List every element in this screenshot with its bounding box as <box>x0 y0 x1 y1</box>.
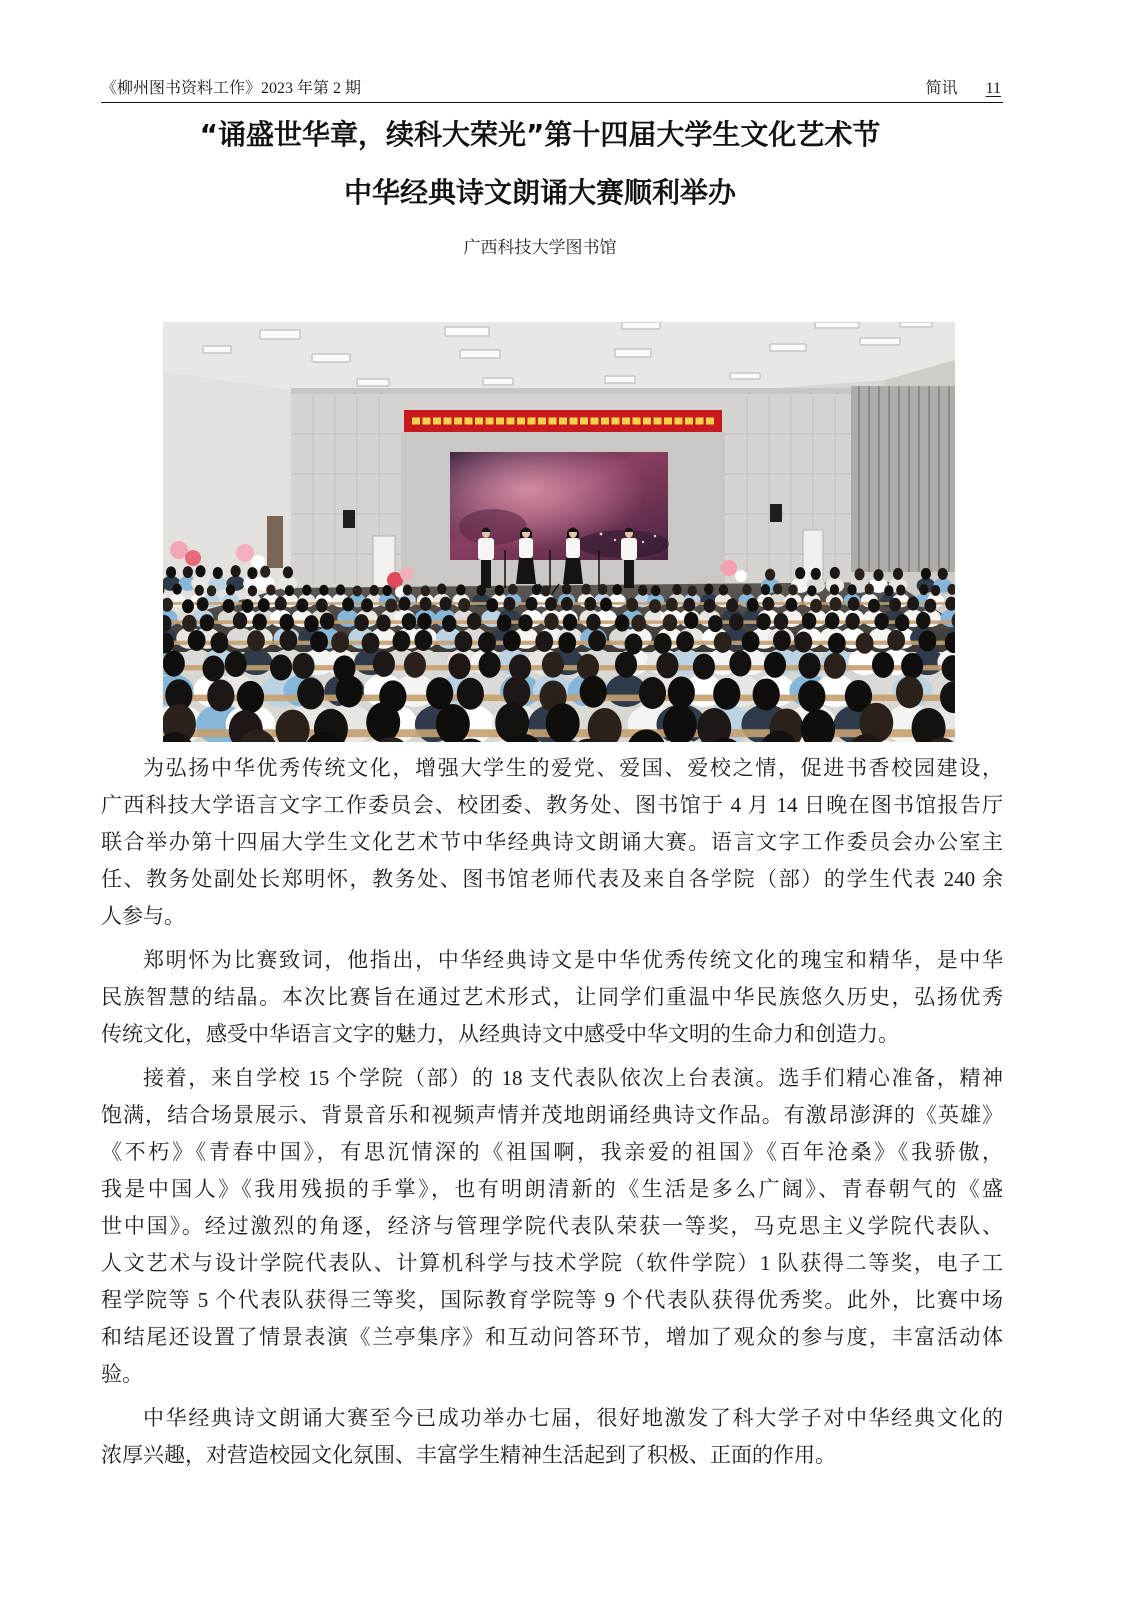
audience-head <box>847 584 856 595</box>
paragraph-line: 民族智慧的结晶。本次比赛旨在通过艺术形式，让同学们重温中华民族悠久历史，弘扬优秀 <box>101 985 1003 1009</box>
audience-head <box>369 585 378 596</box>
audience-head <box>266 584 275 595</box>
audience-head <box>166 566 176 578</box>
audience-head <box>708 615 722 632</box>
audience-head <box>830 597 842 611</box>
audience-head <box>226 584 235 595</box>
audience-head <box>713 678 740 710</box>
audience-head <box>503 630 521 651</box>
audience-head <box>541 586 550 597</box>
audience-head <box>582 584 591 595</box>
audience-head <box>668 676 695 708</box>
audience-head <box>382 585 391 596</box>
audience-head <box>399 597 411 611</box>
audience-head <box>497 615 511 632</box>
audience-head <box>656 652 678 678</box>
audience-head <box>684 612 698 629</box>
audience-head <box>588 630 606 651</box>
audience-head <box>207 585 216 596</box>
audience-head <box>639 677 666 709</box>
audience-head <box>845 613 859 630</box>
audience-head <box>392 631 410 652</box>
audience-head <box>884 585 893 596</box>
audience-head <box>918 631 936 652</box>
audience-head <box>672 584 681 595</box>
audience-head <box>726 598 738 612</box>
audience-head <box>824 653 846 679</box>
audience-head <box>545 597 557 611</box>
audience-head <box>558 632 576 653</box>
audience-head <box>889 598 901 612</box>
audience-head <box>361 598 373 612</box>
audience-head <box>172 584 181 595</box>
paragraph-line: 广西科技大学语言文字工作委员会、校团委、教务处、图书馆于 4 月 14 日晚在图书馆报告厅 <box>101 793 1003 817</box>
paragraph-line: 为弘扬中华优秀传统文化，增强大学生的爱党、爱国、爱校之情，促进书香校园建设， <box>143 756 1003 780</box>
audience-head <box>631 615 645 632</box>
audience-head <box>200 614 214 631</box>
audience-head <box>404 652 426 678</box>
audience-head <box>241 599 253 613</box>
audience-head <box>296 598 308 612</box>
audience-head <box>830 584 839 595</box>
audience-head <box>467 613 481 630</box>
audience-head <box>458 598 470 612</box>
audience-head <box>477 585 486 596</box>
audience-head <box>207 680 234 712</box>
paragraph-line: 程学院等 5 个代表队获得三等奖，国际教育学院等 9 个代表队获得优秀奖。此外，比赛中场 <box>101 1288 1003 1312</box>
paragraph-line: 世中国》。经过激烈的角逐，经济与管理学院代表队荣获一等奖，马克思主义学院代表队、 <box>101 1214 1003 1238</box>
audience-head <box>457 678 484 710</box>
audience-head <box>210 632 228 653</box>
paragraph-line: 郑明怀为比赛致词，他指出，中华经典诗文是中华优秀传统文化的瑰宝和精华，是中华 <box>143 948 1003 972</box>
audience-head <box>811 568 821 580</box>
body-paragraph <box>101 1060 1003 1393</box>
audience-head <box>580 676 607 708</box>
audience-head <box>353 586 362 597</box>
article-author: 广西科技大学图书馆 <box>463 238 617 257</box>
audience-head <box>729 613 743 630</box>
side-door <box>267 516 283 568</box>
article-title <box>80 106 1000 222</box>
audience-head <box>704 599 716 613</box>
audience-head <box>213 567 223 579</box>
audience-head <box>283 566 293 578</box>
audience-head <box>807 585 816 596</box>
audience-head <box>931 585 940 596</box>
paragraph-line: 联合举办第十四届大学生文化艺术节中华经典诗文朗诵大赛。语言文字工作委员会办公室主 <box>101 830 1003 854</box>
audience-head <box>810 599 822 613</box>
audience-head <box>546 703 580 742</box>
audience-head <box>223 599 235 613</box>
audience-head <box>479 652 501 678</box>
audience-head <box>163 651 185 677</box>
audience-head <box>385 599 397 613</box>
audience-head <box>586 614 600 631</box>
audience-head <box>280 630 298 651</box>
audience-head <box>342 597 354 611</box>
audience-head <box>478 632 496 653</box>
audience-head <box>331 632 349 653</box>
audience-head <box>893 568 903 580</box>
audience-head <box>292 653 314 679</box>
audience-head <box>788 584 797 595</box>
audience-head <box>756 613 770 630</box>
audience-head <box>316 598 328 612</box>
audience-head <box>182 599 194 613</box>
audience-head <box>532 584 541 595</box>
page-number: 11 <box>985 80 1001 97</box>
paragraph-line: 人文艺术与设计学院代表队、计算机科学与技术学院（软件学院）1 队获得二等奖，电子工 <box>101 1251 1003 1275</box>
audience-head <box>762 597 774 611</box>
audience-head <box>924 599 936 613</box>
paragraph-line: 《不朽》《青春中国》，有思沉情深的《祖国啊，我亲爱的祖国》《百年沧桑》《我骄傲， <box>101 1140 1003 1164</box>
audience-head <box>503 676 530 708</box>
audience-head <box>319 585 328 596</box>
audience-head <box>615 652 637 678</box>
audience-head <box>896 585 905 596</box>
audience-head <box>188 630 206 651</box>
audience-head <box>508 584 517 595</box>
audience-head <box>518 614 532 631</box>
audience-head <box>252 614 266 631</box>
audience-head <box>233 612 247 629</box>
audience-head <box>626 598 638 612</box>
header-right <box>926 77 1001 101</box>
body-paragraph <box>101 750 1003 935</box>
audience-head <box>414 630 432 651</box>
audience-head <box>247 567 257 579</box>
audience-head <box>509 654 531 680</box>
audience-head <box>270 655 292 681</box>
audience-head <box>625 633 643 654</box>
window-curtains <box>851 386 955 572</box>
audience-head <box>919 584 928 595</box>
audience-head <box>638 585 647 596</box>
audience-head <box>202 655 224 681</box>
audience-head <box>773 584 782 595</box>
paragraph-line: 和结尾还设置了情景表演《兰亭集序》和互动问答环节，增加了观众的参与度，丰富活动体 <box>101 1325 1003 1349</box>
audience-head <box>704 584 713 595</box>
article-title-line-1: “诵盛世华章，续科大荣光”第十四届大学生文化艺术节 <box>199 118 881 151</box>
audience-head <box>297 678 324 710</box>
audience-head <box>714 632 732 653</box>
audience-head <box>612 584 621 595</box>
paragraph-line: 传统文化，感受中华语言文字的魅力，从经典诗文中感受中华文明的生命力和创造力。 <box>101 1022 899 1046</box>
section-label: 简讯 <box>925 80 958 97</box>
audience-head <box>362 633 380 654</box>
article-body <box>101 750 1003 1481</box>
audience-head <box>873 569 883 581</box>
audience-head <box>486 598 498 612</box>
journal-issue: 《柳州图书资料工作》2023 年第 2 期 <box>101 80 362 97</box>
audience-head <box>895 614 909 631</box>
audience-head <box>584 597 596 611</box>
audience-head <box>742 631 760 652</box>
audience-head <box>828 633 846 654</box>
event-photo <box>163 322 955 742</box>
audience-head <box>742 584 751 595</box>
audience-head <box>260 566 270 578</box>
event-photo-image <box>163 322 955 742</box>
audience-head <box>676 631 694 652</box>
audience-head <box>526 597 538 611</box>
audience-head <box>354 614 368 631</box>
audience-head <box>615 615 629 632</box>
audience-head <box>535 631 553 652</box>
audience-head <box>504 597 516 611</box>
audience-head <box>874 613 888 630</box>
audience-head <box>183 566 193 578</box>
audience-head <box>373 651 395 677</box>
audience-head <box>868 599 880 613</box>
audience-head <box>248 585 257 596</box>
audience-head <box>280 614 294 631</box>
paragraph-line: 任、教务处副处长郑明怀，教务处、图书馆老师代表及来自各学院（部）的学生代表 240 余 <box>101 867 1003 891</box>
audience-head <box>302 585 311 596</box>
audience-head <box>225 651 247 677</box>
audience-head <box>683 598 695 612</box>
paragraph-line: 浓厚兴趣，对营造校园文化氛围、丰富学生精神生活起到了积极、正面的作用。 <box>101 1443 836 1467</box>
audience-head <box>887 630 905 651</box>
audience-head <box>197 597 209 611</box>
audience-head <box>921 568 931 580</box>
body-paragraph <box>101 942 1003 1053</box>
audience-head <box>785 598 797 612</box>
audience-head <box>798 680 825 712</box>
paragraph-line: 饱满，结合场景展示、背景音乐和视频声情并茂地朗诵经典诗文作品。有激昂澎湃的《英雄》 <box>101 1103 1003 1127</box>
audience-head <box>310 631 328 652</box>
audience-head <box>719 584 728 595</box>
audience-head <box>561 597 573 611</box>
running-header <box>101 77 1003 103</box>
audience-head <box>237 681 264 713</box>
audience-head <box>448 653 470 679</box>
audience-head <box>182 615 196 632</box>
audience-head <box>802 613 816 630</box>
audience-head <box>761 584 770 595</box>
audience-head <box>336 675 363 707</box>
audience-head <box>495 585 504 596</box>
audience-head <box>854 568 864 580</box>
audience-head <box>938 568 948 580</box>
audience-head <box>417 613 431 630</box>
audience-head <box>830 567 840 579</box>
audience-head <box>774 613 788 630</box>
audience-head <box>825 612 839 629</box>
audience-head <box>420 597 432 611</box>
audience-head <box>916 612 930 629</box>
audience-head <box>258 598 270 612</box>
audience-head <box>693 654 715 680</box>
audience-head <box>907 597 919 611</box>
audience-head <box>437 584 446 595</box>
audience-head <box>600 597 612 611</box>
audience-head <box>231 565 241 577</box>
audience-head <box>275 597 287 611</box>
audience-head <box>456 584 465 595</box>
audience-head <box>798 653 820 679</box>
audience-head <box>542 652 564 678</box>
audience-head <box>747 598 759 612</box>
audience-head <box>562 583 571 594</box>
audience-head <box>901 653 923 679</box>
stage-banner <box>404 410 722 432</box>
audience-head <box>848 597 860 611</box>
audience-head <box>598 584 607 595</box>
audience-head <box>729 651 751 677</box>
audience-head <box>649 599 661 613</box>
audience-head <box>544 613 558 630</box>
audience-head <box>865 584 874 595</box>
audience-head <box>795 567 805 579</box>
audience-head <box>753 678 780 710</box>
audience-head <box>320 613 334 630</box>
audience-head <box>654 633 672 654</box>
body-paragraph <box>101 1400 1003 1474</box>
audience-head <box>402 613 416 630</box>
article-title-line-2: 中华经典诗文朗诵大赛顺利举办 <box>343 176 736 209</box>
audience-head <box>651 585 660 596</box>
ceiling-soffit <box>291 388 885 394</box>
audience-head <box>376 615 390 632</box>
audience-head <box>403 585 412 596</box>
paragraph-line: 验。 <box>101 1362 143 1386</box>
audience-head <box>195 565 205 577</box>
paragraph-line: 接着，来自学校 15 个学院（部）的 18 支代表队依次上台表演。选手们精心准备，精神 <box>143 1066 1003 1090</box>
audience-head <box>872 652 894 678</box>
audience-head <box>764 652 786 678</box>
paragraph-line: 人参与。 <box>101 904 185 928</box>
audience-head <box>896 676 923 708</box>
audience-head <box>285 585 294 596</box>
audience-head <box>304 615 318 632</box>
audience-head <box>442 615 456 632</box>
audience-head <box>794 632 812 653</box>
audience-head <box>440 597 452 611</box>
audience-head <box>195 585 204 596</box>
audience-head <box>666 598 678 612</box>
paragraph-line: 我是中国人》《我用残损的手掌》，也有明朗清新的《生活是多么广阔》、青春朝气的《盛 <box>101 1177 1003 1201</box>
audience-head <box>773 630 791 651</box>
audience-head <box>421 585 430 596</box>
paragraph-line: 中华经典诗文朗诵大赛至今已成功举办七届，很好地激发了科大学子对中华经典文化的 <box>143 1406 1003 1430</box>
audience-head <box>336 584 345 595</box>
audience-head <box>765 569 775 581</box>
audience-head <box>247 630 265 651</box>
audience-head <box>663 614 677 631</box>
audience-head <box>563 614 577 631</box>
audience-head <box>366 702 400 742</box>
audience-head <box>455 631 473 652</box>
audience-head <box>687 585 696 596</box>
audience-head <box>856 633 874 654</box>
